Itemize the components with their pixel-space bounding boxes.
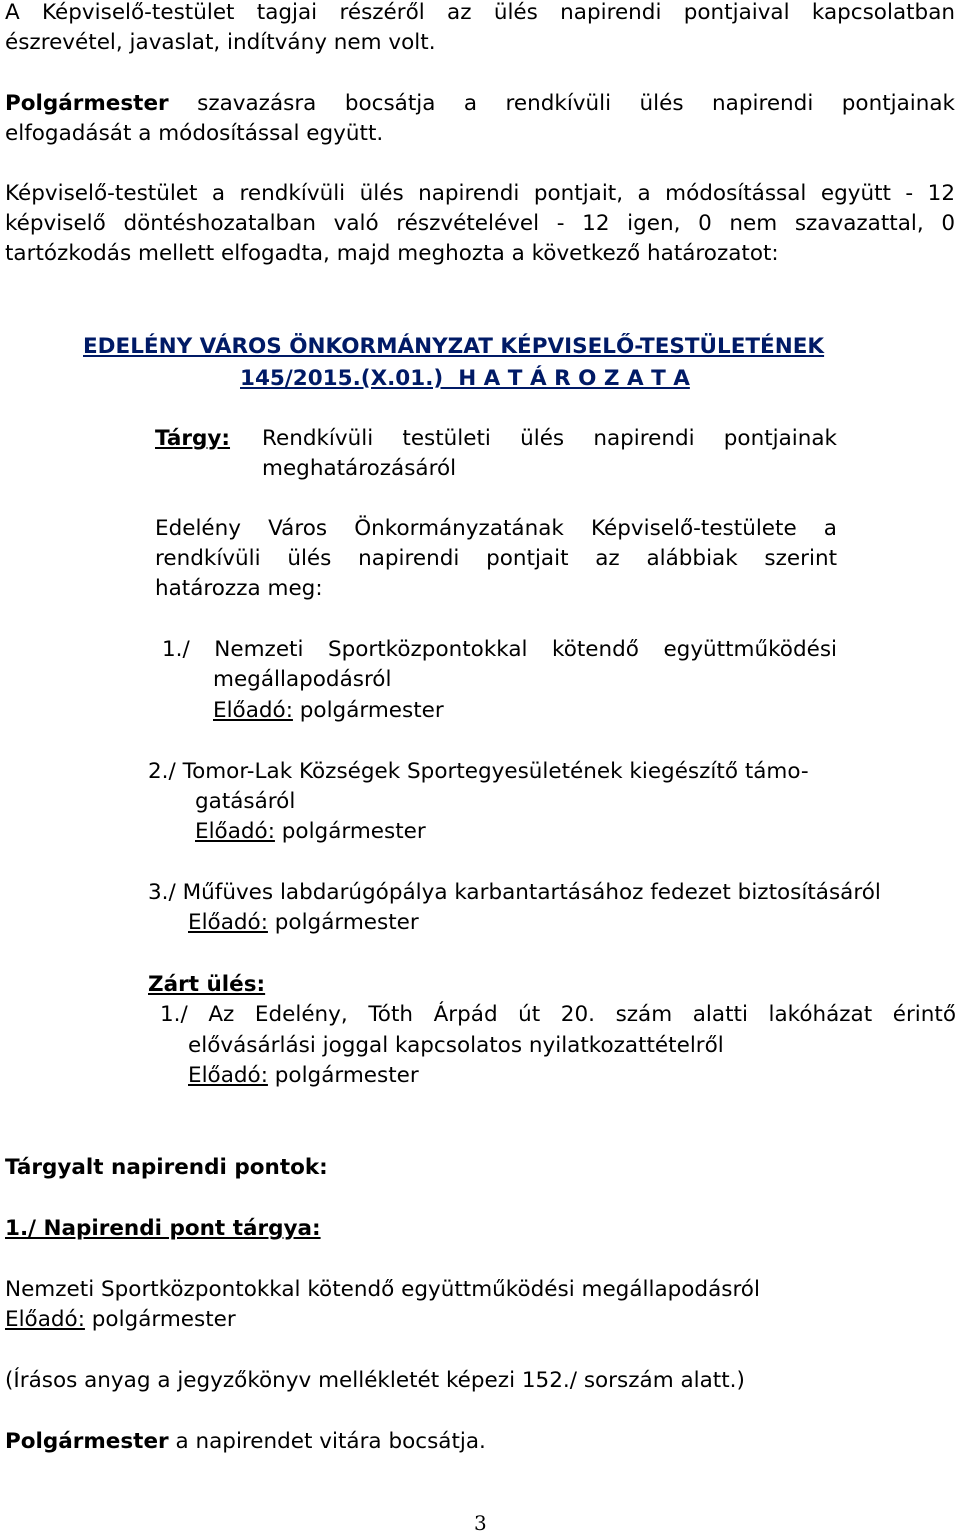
resolution-intro-line: határozza meg: (155, 576, 323, 601)
subject-line (155, 424, 837, 454)
agenda-item-1-title-cont: megállapodásról (213, 667, 392, 692)
discussed-item-1-presenter: Előadó: polgármester (5, 1307, 236, 1332)
paragraph-comments-line: észrevétel, javaslat, indítvány nem volt. (5, 30, 436, 55)
discussed-item-1-title: Nemzeti Sportközpontokkal kötendő együttműködési megállapodásról (5, 1277, 760, 1302)
subject-text-cont: meghatározásáról (262, 456, 457, 481)
resolution-heading: EDELÉNY VÁROS ÖNKORMÁNYZAT KÉPVISELŐ-TESTÜLETÉNEK (83, 334, 825, 359)
paragraph-vote-call-line: elfogadását a módosítással együtt. (5, 121, 384, 146)
paragraph-vote-result-line: Képviselő-testület a rendkívüli ülés napirendi pontjait, a módosítással együtt - 12 (5, 181, 955, 206)
resolution-intro-line: Edelény Város Önkormányzatának Képviselő-testülete a (155, 516, 837, 541)
agenda-item-3-presenter: Előadó: polgármester (188, 910, 419, 935)
subject-label: Tárgy: (155, 426, 231, 451)
agenda-item-2-title: 2./ Tomor-Lak Községek Sportegyesületének kiegészítő támo- (148, 759, 809, 784)
discussed-item-1-heading: 1./ Napirendi pont tárgya: (5, 1216, 321, 1241)
agenda-item-2-presenter: Előadó: polgármester (195, 819, 426, 844)
paragraph-vote-result-line: képviselő döntéshozatalban való részvételével - 12 igen, 0 nem szavazattal, 0 (5, 211, 955, 236)
closed-item-1-title-cont: elővásárlási joggal kapcsolatos nyilatkozattételről (188, 1033, 724, 1058)
discussed-items-heading: Tárgyalt napirendi pontok: (5, 1155, 328, 1180)
closed-item-1-presenter: Előadó: polgármester (188, 1063, 419, 1088)
closed-item-1-title: 1./ Az Edelény, Tóth Árpád út 20. szám alatti lakóházat érintő (160, 1002, 956, 1027)
resolution-intro-line: rendkívüli ülés napirendi pontjait az alábbiak szerint (155, 546, 837, 571)
agenda-item-3-title: 3./ Műfüves labdarúgópálya karbantartásához fedezet biztosításáról (148, 880, 881, 905)
attachment-note: (Írásos anyag a jegyzőkönyv mellékletét képezi 152./ sorszám alatt.) (5, 1368, 745, 1393)
agenda-item-1-title: 1./ Nemzeti Sportközpontokkal kötendő együttműködési (162, 637, 837, 662)
paragraph-comments-line: A Képviselő-testület tagjai részéről az ülés napirendi pontjaival kapcsolatban (5, 0, 955, 25)
closing-line: Polgármester a napirendet vitára bocsátja. (5, 1429, 486, 1454)
paragraph-vote-result-line: tartózkodás mellett elfogadta, majd meghozta a következő határozatot: (5, 241, 779, 266)
subject-text: Rendkívüli testületi ülés napirendi pontjainak (262, 426, 837, 451)
page-number: 3 (474, 1511, 487, 1535)
paragraph-vote-call-line: Polgármester szavazásra bocsátja a rendkívüli ülés napirendi pontjainak (5, 91, 955, 116)
resolution-number: 145/2015.(X.01.) H A T Á R O Z A T A (240, 366, 690, 391)
agenda-item-1-presenter: Előadó: polgármester (213, 698, 444, 723)
agenda-item-2-title-cont: gatásáról (195, 789, 296, 814)
mayor-label: Polgármester (5, 91, 169, 116)
closed-session-heading: Zárt ülés: (148, 972, 266, 997)
